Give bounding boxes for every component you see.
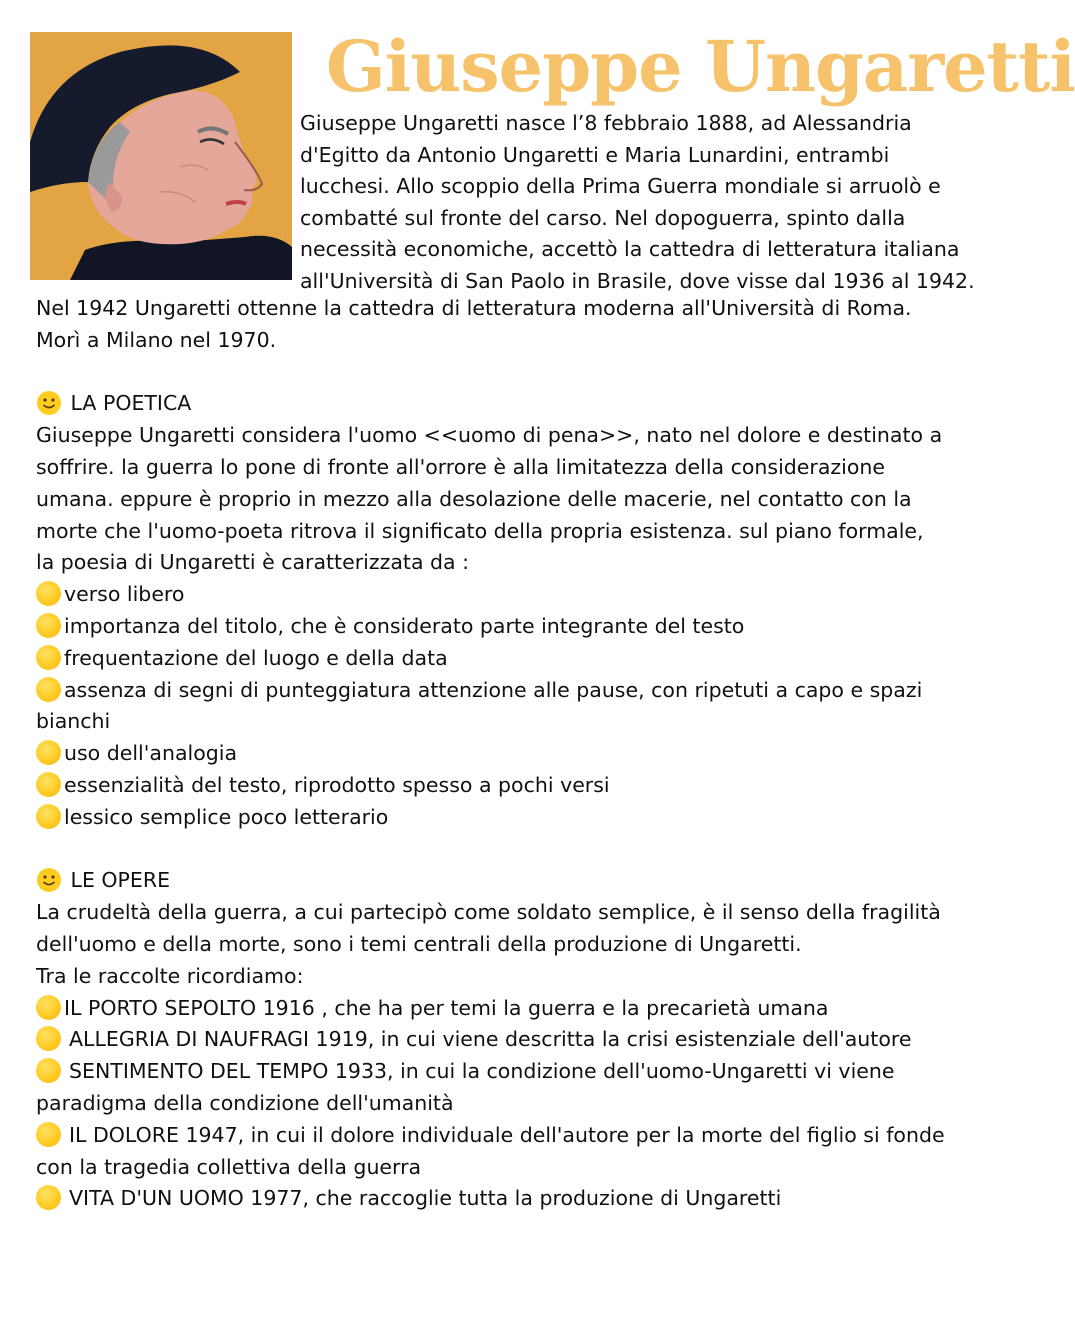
list-item [36,675,976,707]
intro-line: d'Egitto da Antonio Ungaretti e Maria Lunardini, entrambi [300,142,890,167]
list-item-text: uso dell'analogia [64,741,238,766]
yellow-circle-icon [36,645,61,670]
work-item-continued: paradigma della condizione dell'umanità [36,1090,454,1115]
list-item-continued: bianchi [36,709,111,734]
poetica-line: la poesia di Ungaretti è caratterizzata da : [36,550,470,575]
opere-line: dell'uomo e della morte, sono i temi centrali della produzione di Ungaretti. [36,931,802,956]
intro-line: combatté sul fronte del carso. Nel dopoguerra, spinto dalla [300,205,906,230]
poetica-line: soffrire. la guerra lo pone di fronte all'orrore è alla limitatezza della considerazione [36,454,885,479]
work-item-text: IL DOLORE 1947, in cui il dolore individuale dell'autore per la morte del figlio si fonde [69,1122,945,1147]
yellow-circle-icon [36,1058,61,1083]
portrait-illustration [30,32,292,280]
work-item-text: SENTIMENTO DEL TEMPO 1933, in cui la condizione dell'uomo-Ungaretti vi viene [69,1059,895,1084]
yellow-circle-icon [36,772,61,797]
poetica-line: Giuseppe Ungaretti considera l'uomo <<uomo di pena>>, nato nel dolore e destinato a [36,423,943,448]
list-item [36,611,976,643]
work-item [36,1056,976,1088]
intro-line: all'Università di San Paolo in Brasile, dove visse dal 1936 al 1942. [300,268,975,293]
work-item-text: ALLEGRIA DI NAUFRAGI 1919, in cui viene descritta la crisi esistenziale dell'autore [69,1027,912,1052]
poetica-line: morte che l'uomo-poeta ritrova il significato della propria esistenza. sul piano formale, [36,518,924,543]
work-item-continued: con la tragedia collettiva della guerra [36,1154,422,1179]
section-heading-poetica [36,388,976,420]
bio-line: Nel 1942 Ungaretti ottenne la cattedra di letteratura moderna all'Università di Roma. [36,296,912,320]
page-title: Giuseppe Ungaretti [326,25,1075,108]
bio-line: Morì a Milano nel 1970. [36,327,277,352]
intro-line: lucchesi. Allo scoppio della Prima Guerra mondiale si arruolò e [300,174,941,198]
list-item-text: lessico semplice poco letterario [64,804,389,829]
yellow-circle-icon [36,1122,61,1147]
smiley-face-icon [36,390,62,416]
poetica-line: umana. eppure è proprio in mezzo alla desolazione delle macerie, nel contatto con la [36,486,912,511]
list-item-text: importanza del titolo, che è considerato parte integrante del testo [64,613,745,638]
opere-line: Tra le raccolte ricordiamo: [36,963,304,988]
list-item-text: frequentazione del luogo e della data [64,645,448,670]
list-item [36,802,976,834]
opere-line: La crudeltà della guerra, a cui partecipò come soldato semplice, è il senso della fragilità [36,900,941,925]
list-item [36,738,976,770]
work-item [36,993,976,1025]
intro-line: necessità economiche, accettò la cattedra di letteratura italiana [300,237,960,261]
main-content [36,293,976,1215]
list-item-text: assenza di segni di punteggiatura attenzione alle pause, con ripetuti a capo e spazi [64,677,923,702]
spacer [36,357,976,389]
intro-line: Giuseppe Ungaretti nasce l’8 febbraio 1888, ad Alessandria [300,111,912,135]
smiley-face-icon [36,867,62,893]
work-item [36,1183,976,1215]
section-heading-text: LA POETICA [70,391,192,416]
list-item-text: essenzialità del testo, riprodotto spesso a pochi versi [64,772,610,797]
section-heading-text: LE OPERE [70,868,171,893]
yellow-circle-icon [36,995,61,1020]
work-item [36,1120,976,1152]
yellow-circle-icon [36,804,61,829]
list-item [36,579,976,611]
list-item [36,643,976,675]
work-item-text: IL PORTO SEPOLTO 1916 , che ha per temi la guerra e la precarietà umana [64,995,829,1020]
section-heading-opere [36,865,976,897]
yellow-circle-icon [36,613,61,638]
list-item [36,770,976,802]
yellow-circle-icon [36,581,61,606]
yellow-circle-icon [36,740,61,765]
yellow-circle-icon [36,1026,61,1051]
list-item-text: verso libero [64,582,185,607]
spacer [36,834,976,866]
yellow-circle-icon [36,1185,61,1210]
work-item [36,1024,976,1056]
yellow-circle-icon [36,677,61,702]
intro-paragraph [300,108,1000,297]
work-item-text: VITA D'UN UOMO 1977, che raccoglie tutta la produzione di Ungaretti [69,1186,782,1211]
